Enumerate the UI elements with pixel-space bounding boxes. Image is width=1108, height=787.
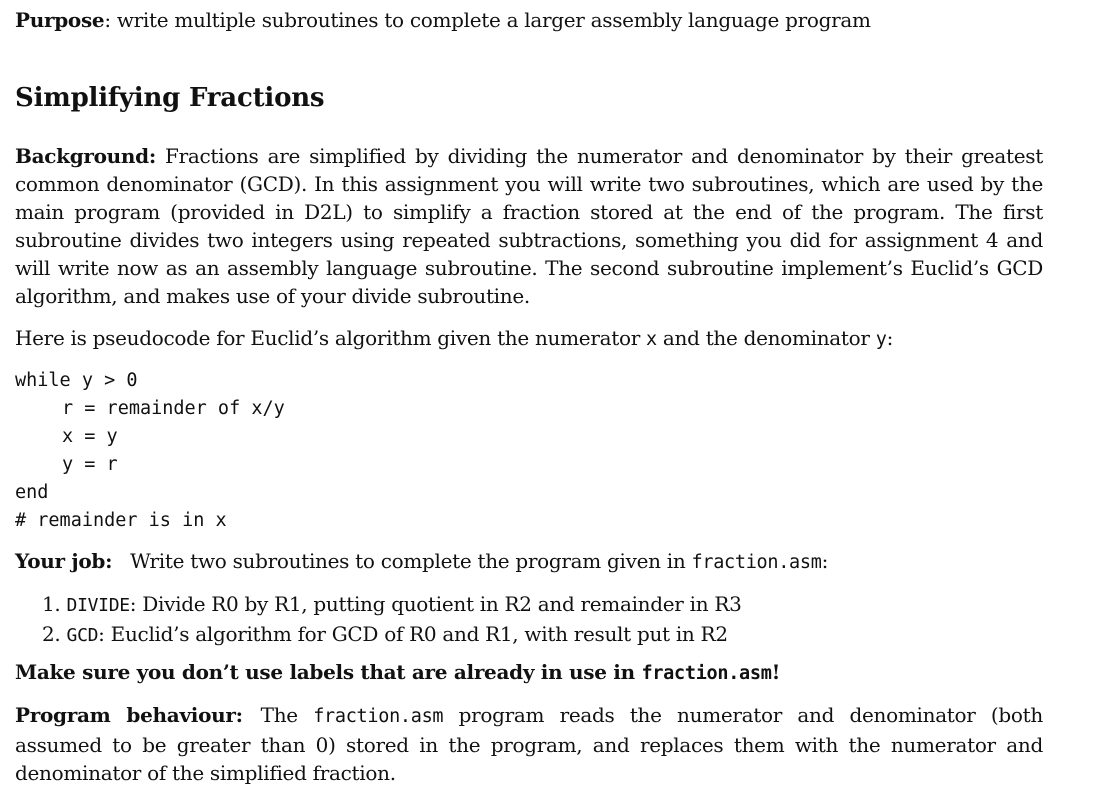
purpose-label: Purpose xyxy=(15,8,105,32)
your-job-text: Write two subroutines to complete the program given in xyxy=(130,549,692,573)
filename: fraction.asm xyxy=(641,663,772,684)
your-job-line xyxy=(15,547,828,577)
code-line: end xyxy=(15,482,49,503)
background-paragraph xyxy=(15,142,1043,310)
code-line: x = y xyxy=(62,426,118,447)
code-line: r = remainder of x/y xyxy=(62,398,285,419)
purpose-line xyxy=(15,6,871,34)
code-line: y = r xyxy=(62,454,118,475)
list-item-number: 2. xyxy=(42,622,61,646)
behaviour-after: program reads the numerator and denominator (both assumed to be greater than 0) stored in the program, and replaces them with the numerator and denominator of the simplified fraction. xyxy=(15,703,1043,785)
task-list xyxy=(42,590,742,650)
pseudocode-intro-before: Here is pseudocode for Euclid’s algorithm given the numerator xyxy=(15,326,647,350)
code-comment-line: # remainder is in x xyxy=(15,510,227,531)
list-item xyxy=(42,590,742,620)
background-text: Fractions are simplified by dividing the numerator and denominator by their greatest common denominator (GCD). In this assignment you will write two subroutines, which are used by the main program (provided in D2L) to simplify a fraction stored at the end of the program. The first subroutine divides two integers using repeated subtractions, something you did for assignment 4 and will write now as an assembly language subroutine. The second subroutine implement’s Euclid’s GCD algorithm, and makes use of your divide subroutine. xyxy=(15,144,1043,308)
list-item-description: : Divide R0 by R1, putting quotient in R2 and remainder in R3 xyxy=(129,592,742,616)
behaviour-before: The xyxy=(260,703,314,727)
list-item xyxy=(42,620,742,650)
filename: fraction.asm xyxy=(313,706,444,727)
behaviour-label: Program behaviour: xyxy=(15,703,243,727)
section-title: Simplifying Fractions xyxy=(15,83,325,113)
subroutine-name: DIVIDE xyxy=(66,595,130,616)
your-job-label: Your job: xyxy=(15,549,113,573)
pseudocode-block xyxy=(15,367,285,535)
variable-x: x xyxy=(646,329,657,350)
warning-line xyxy=(15,658,780,688)
program-behaviour-paragraph xyxy=(15,701,1043,787)
warning-after: ! xyxy=(771,660,781,684)
list-item-description: : Euclid’s algorithm for GCD of R0 and R1, with result put in R2 xyxy=(98,622,728,646)
variable-y: y xyxy=(875,329,887,350)
purpose-text: : write multiple subroutines to complete a larger assembly language program xyxy=(104,8,871,32)
pseudocode-intro-middle: and the denominator xyxy=(656,326,876,350)
subroutine-name: GCD xyxy=(66,625,99,646)
your-job-after: : xyxy=(821,549,829,573)
filename: fraction.asm xyxy=(691,552,822,573)
code-line: while y > 0 xyxy=(15,370,138,391)
pseudocode-intro xyxy=(15,324,893,354)
list-item-number: 1. xyxy=(42,592,61,616)
pseudocode-intro-after: : xyxy=(886,326,894,350)
background-label: Background: xyxy=(15,144,156,168)
warning-text: Make sure you don’t use labels that are already in use in xyxy=(15,660,642,684)
